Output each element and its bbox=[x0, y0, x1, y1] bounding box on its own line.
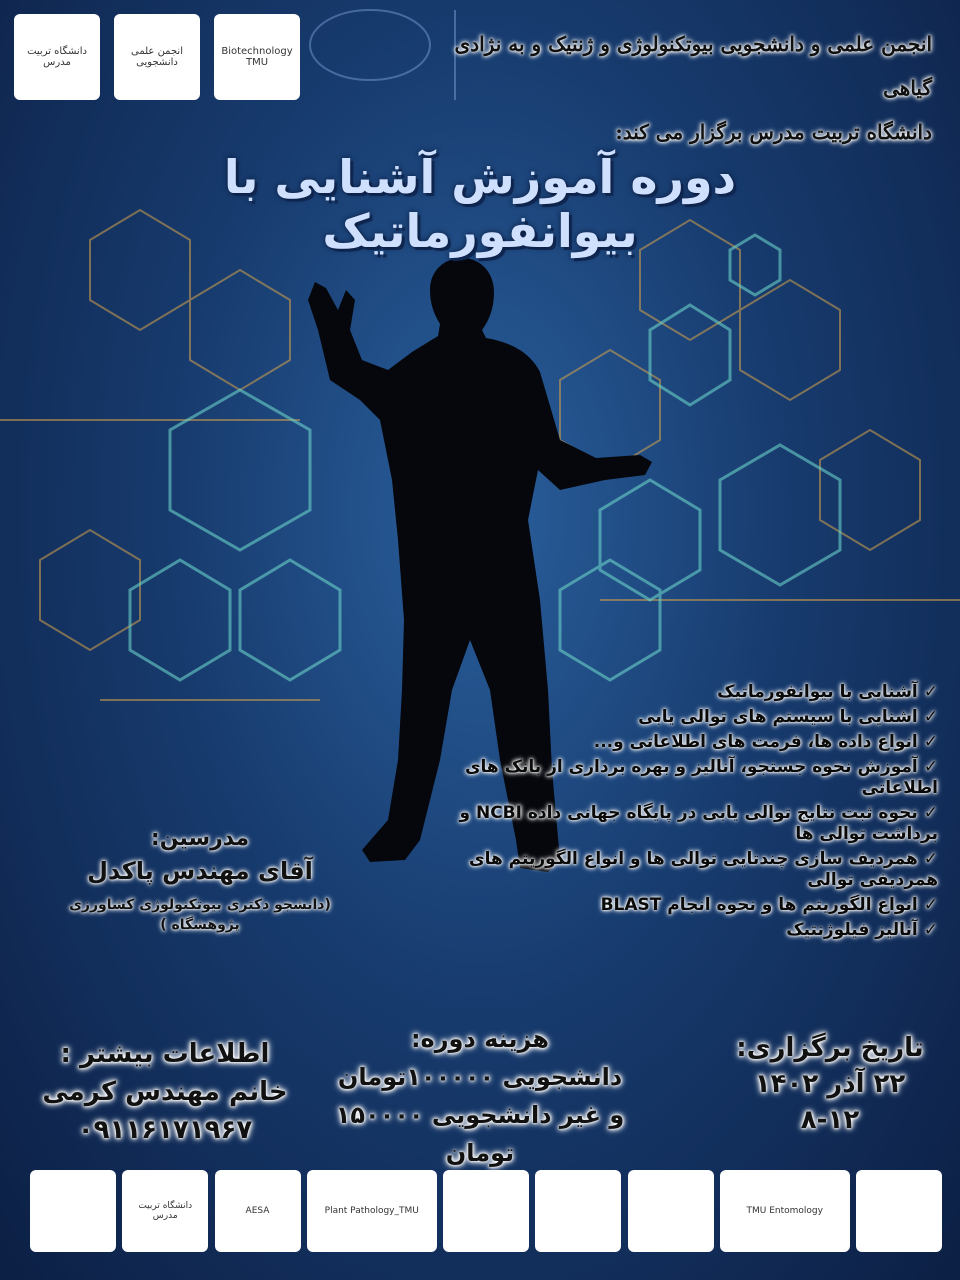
sponsor-logo bbox=[628, 1170, 714, 1252]
topic-item: ✓انواع داده ها، فرمت های اطلاعاتی و... bbox=[593, 732, 938, 752]
course-title: دوره آموزش آشنایی با بیوانفورماتیک bbox=[223, 150, 737, 258]
more-info-heading: اطلاعات بیشتر : bbox=[60, 1039, 270, 1069]
date-heading: تاریخ برگزاری: bbox=[736, 1033, 924, 1063]
cost-heading: هزینه دوره: bbox=[410, 1025, 550, 1053]
check-icon: ✓ bbox=[923, 757, 938, 777]
sponsor-logo: TMU Entomology bbox=[720, 1170, 850, 1252]
date-block bbox=[730, 1030, 930, 1138]
topic-item: ✓انواع الگوریتم ها و نحوه انجام BLAST bbox=[600, 895, 938, 915]
instructor-name: آقای مهندس پاکدل bbox=[87, 857, 313, 885]
date-day: ۲۲ آذر ۱۴۰۲ bbox=[754, 1069, 906, 1099]
cost-non-student: و غیر دانشجویی ۱۵۰۰۰۰ تومان bbox=[335, 1101, 625, 1167]
contact-phone: ۰۹۱۱۶۱۷۱۹۶۷ bbox=[77, 1115, 253, 1145]
biotechnology-tmu-logo: Biotechnology TMU bbox=[214, 14, 300, 100]
instructor-block bbox=[60, 826, 340, 935]
check-icon: ✓ bbox=[923, 707, 938, 727]
check-icon: ✓ bbox=[923, 682, 938, 702]
cost-student: دانشجویی ۱۰۰۰۰۰تومان bbox=[337, 1063, 623, 1091]
sponsor-logo bbox=[30, 1170, 116, 1252]
sponsor-logo: AESA bbox=[215, 1170, 301, 1252]
topic-item: ✓آشنایی با بیوانفورماتیک bbox=[717, 682, 938, 702]
topic-item: ✓اشنایی با سیستم های توالی یابی bbox=[638, 707, 938, 727]
sponsor-logo bbox=[443, 1170, 529, 1252]
sponsor-logo bbox=[535, 1170, 621, 1252]
cost-block bbox=[300, 1020, 660, 1172]
topic-item: ✓همردیف سازی چندتایی توالی ها و انواع الگوریتم های همردیفی توالی bbox=[469, 849, 938, 890]
top-logo-row bbox=[14, 14, 300, 100]
topic-item: ✓آنالیز فیلوژنتیک bbox=[786, 920, 938, 940]
contact-name: خانم مهندس کرمی bbox=[42, 1077, 288, 1107]
instructor-note: (دانشجو دکتری بیوتکنولوژی کشاورزی پژوهشگاه ) bbox=[69, 897, 331, 933]
organizer-header bbox=[412, 22, 932, 154]
sponsor-logo: Plant Pathology_TMU bbox=[307, 1170, 437, 1252]
more-info-block bbox=[40, 1035, 290, 1149]
organizer-line-1: انجمن علمی و دانشجویی بیوتکنولوژی و ژنتیک و به نژادی گیاهی bbox=[454, 32, 932, 100]
check-icon: ✓ bbox=[923, 920, 938, 940]
topics-list bbox=[438, 682, 938, 945]
sponsor-logo: دانشگاه تربیت مدرس bbox=[122, 1170, 208, 1252]
topic-item: ✓نحوه ثبت نتایج توالی یابی در پایگاه جهانی داده NCBI و برداشت توالی ها bbox=[459, 803, 938, 844]
check-icon: ✓ bbox=[923, 849, 938, 869]
check-icon: ✓ bbox=[923, 895, 938, 915]
scientific-association-logo: انجمن علمی دانشجویی bbox=[114, 14, 200, 100]
date-time: ۸-۱۲ bbox=[800, 1105, 860, 1135]
tmu-university-logo: دانشگاه تربیت مدرس bbox=[14, 14, 100, 100]
topic-item: ✓آموزش نحوه جستجو، آنالیز و بهره برداری از بانک های اطلاعاتی bbox=[464, 757, 938, 798]
instructor-heading: مدرسین: bbox=[150, 826, 250, 851]
bottom-logo-row bbox=[30, 1170, 942, 1252]
organizer-line-2: دانشگاه تربیت مدرس برگزار می کند: bbox=[615, 120, 932, 144]
sponsor-logo bbox=[856, 1170, 942, 1252]
check-icon: ✓ bbox=[923, 803, 938, 823]
check-icon: ✓ bbox=[923, 732, 938, 752]
